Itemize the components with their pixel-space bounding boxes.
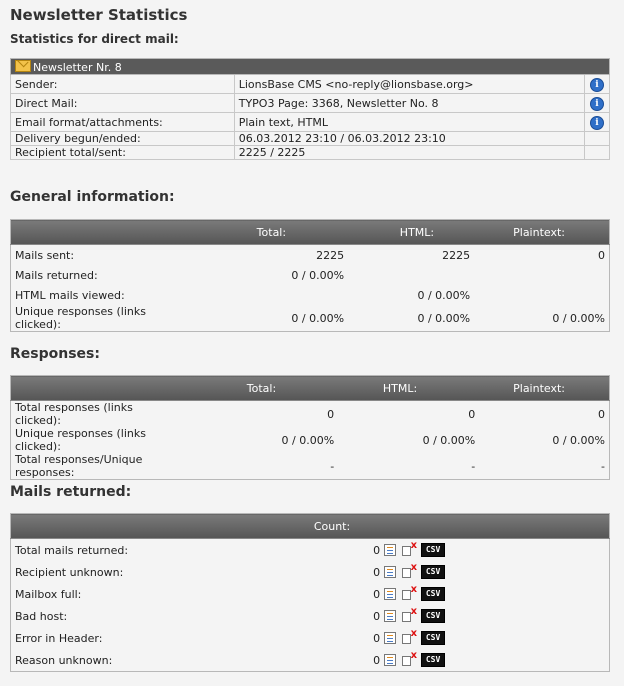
mail-info-row [11,146,610,160]
info-icon[interactable]: i [590,97,604,111]
delete-list-icon[interactable]: x [402,588,415,600]
delete-list-icon[interactable]: x [402,654,415,666]
table-row: Total responses/Unique responses: - - - [15,453,605,479]
newsletter-name: Newsletter Nr. 8 [33,60,122,74]
table-row: Bad host: 0 x CSV [11,605,610,627]
delete-list-icon[interactable]: x [402,632,415,644]
table-row: Unique responses (links clicked): 0 / 0.00% 0 / 0.00% 0 / 0.00% [15,305,605,331]
list-icon[interactable] [384,588,396,600]
mail-info-value: LionsBase CMS <no-reply@lionsbase.org> [234,75,584,94]
mail-info-row [11,94,610,113]
col-plaintext: Plaintext: [474,220,609,245]
mail-info-row [11,113,610,132]
mail-info-label: Email format/attachments: [11,113,235,132]
list-icon[interactable] [384,632,396,644]
returned-heading: Mails returned: [10,484,132,500]
general-heading: General information: [10,189,175,205]
table-row: Mailbox full: 0 x CSV [11,583,610,605]
delete-list-icon[interactable]: x [402,544,415,556]
info-icon[interactable]: i [590,116,604,130]
mail-info-row [11,75,610,94]
table-row: Mails returned: 0 / 0.00% [15,268,345,282]
csv-icon[interactable]: CSV [421,609,445,623]
list-icon[interactable] [384,654,396,666]
list-icon[interactable] [384,566,396,578]
mail-info-value: 06.03.2012 23:10 / 06.03.2012 23:10 [234,132,584,146]
mail-info-row [11,132,610,146]
csv-icon[interactable]: CSV [421,587,445,601]
mail-info-value: Plain text, HTML [234,113,584,132]
info-icon[interactable]: i [590,78,604,92]
col-total: Total: [180,376,338,401]
list-icon[interactable] [384,610,396,622]
csv-icon[interactable]: CSV [421,565,445,579]
mail-info-label: Direct Mail: [11,94,235,113]
table-row: Recipient unknown: 0 x CSV [11,561,610,583]
delete-list-icon[interactable]: x [402,566,415,578]
delete-list-icon[interactable]: x [402,610,415,622]
mail-info-label: Delivery begun/ended: [11,132,235,146]
col-total: Total: [180,220,349,245]
mail-info-header [11,59,610,75]
mail-info-label: Sender: [11,75,235,94]
mail-info-value: 2225 / 2225 [234,146,584,160]
csv-icon[interactable]: CSV [421,543,445,557]
csv-icon[interactable]: CSV [421,653,445,667]
responses-table [10,375,610,480]
col-html: HTML: [348,220,474,245]
page-subtitle: Statistics for direct mail: [10,32,179,46]
col-count: Count: [11,514,610,539]
table-row: Reason unknown: 0 x CSV [11,649,610,672]
col-html: HTML: [338,376,479,401]
mail-info-value: TYPO3 Page: 3368, Newsletter No. 8 [234,94,584,113]
table-row: Total mails returned: 0 x CSV [11,539,610,562]
list-icon[interactable] [384,544,396,556]
table-row: Total responses (links clicked): 0 0 0 [15,401,605,427]
envelope-icon [15,60,31,72]
table-row: Mails sent: 2225 2225 0 [15,248,605,262]
table-row: Unique responses (links clicked): 0 / 0.00% 0 / 0.00% 0 / 0.00% [15,427,605,453]
general-table [10,219,610,332]
responses-heading: Responses: [10,346,100,362]
returned-table [10,513,610,672]
mail-info-table [10,58,610,160]
col-plaintext: Plaintext: [479,376,609,401]
csv-icon[interactable]: CSV [421,631,445,645]
table-row: Error in Header: 0 x CSV [11,627,610,649]
mail-info-label: Recipient total/sent: [11,146,235,160]
page-title: Newsletter Statistics [10,6,188,24]
table-row: HTML mails viewed: 0 / 0.00% [15,288,471,302]
